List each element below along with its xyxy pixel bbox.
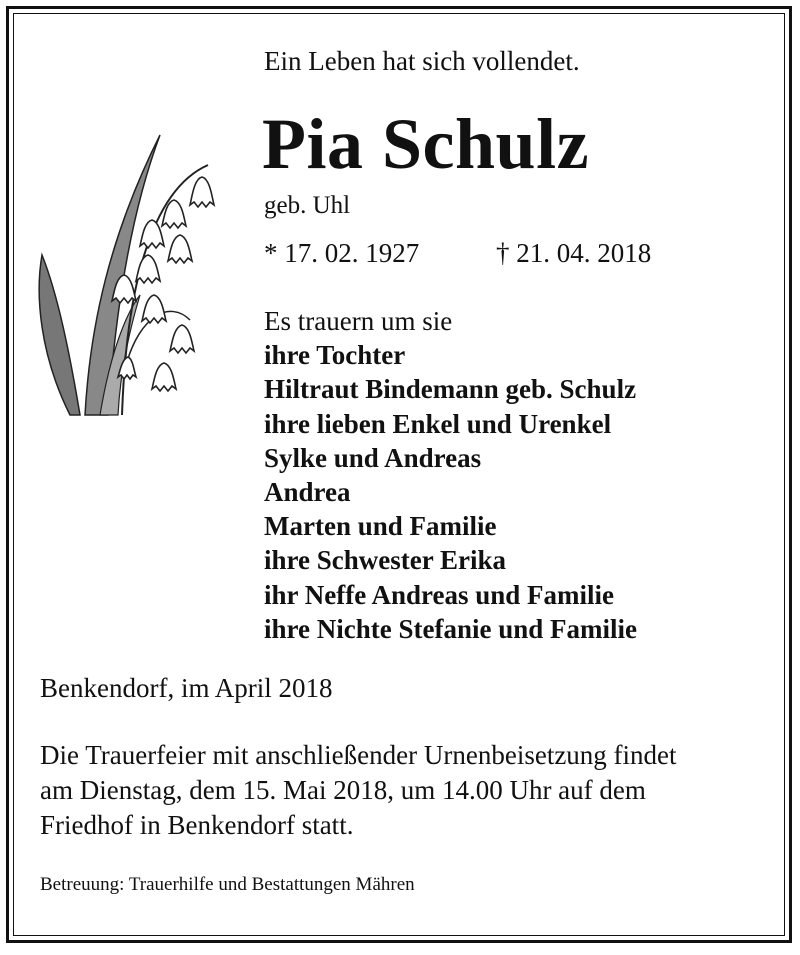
mourner-line: ihr Neffe Andreas und Familie [264,579,615,610]
mourner-line: ihre Schwester Erika [264,545,506,576]
mourner-line: Sylke und Andreas [264,442,482,473]
mourner-line: Marten und Familie [264,511,497,542]
mourner-line: ihre Tochter [264,340,406,371]
mourners-intro: Es trauern um sie [264,306,453,336]
place-date: Benkendorf, im April 2018 [40,673,333,703]
mourner-line: ihre Nichte Stefanie und Familie [264,613,637,644]
intro-line: Ein Leben hat sich vollendet. [264,46,580,76]
life-dates [264,238,652,269]
maiden-name: geb. Uhl [264,192,351,219]
ceremony-line: am Dienstag, dem 15. Mai 2018, um 14.00 Uhr auf dem [40,775,646,805]
deceased-name: Pia Schulz [262,104,590,184]
mourner-line: ihre lieben Enkel und Urenkel [264,408,612,439]
lily-of-the-valley-icon [30,125,220,425]
mourners-block [264,304,637,646]
mourner-line: Andrea [264,477,351,508]
death-date: † 21. 04. 2018 [496,238,652,268]
ceremony-info [40,738,677,843]
funeral-home-credit: Betreuung: Trauerhilfe und Bestattungen Mähren [40,874,415,895]
ceremony-line: Friedhof in Benkendorf statt. [40,810,354,840]
ceremony-line: Die Trauerfeier mit anschließender Urnenbeisetzung findet [40,740,677,770]
mourner-line: Hiltraut Bindemann geb. Schulz [264,374,637,405]
birth-date: * 17. 02. 1927 [264,238,420,268]
